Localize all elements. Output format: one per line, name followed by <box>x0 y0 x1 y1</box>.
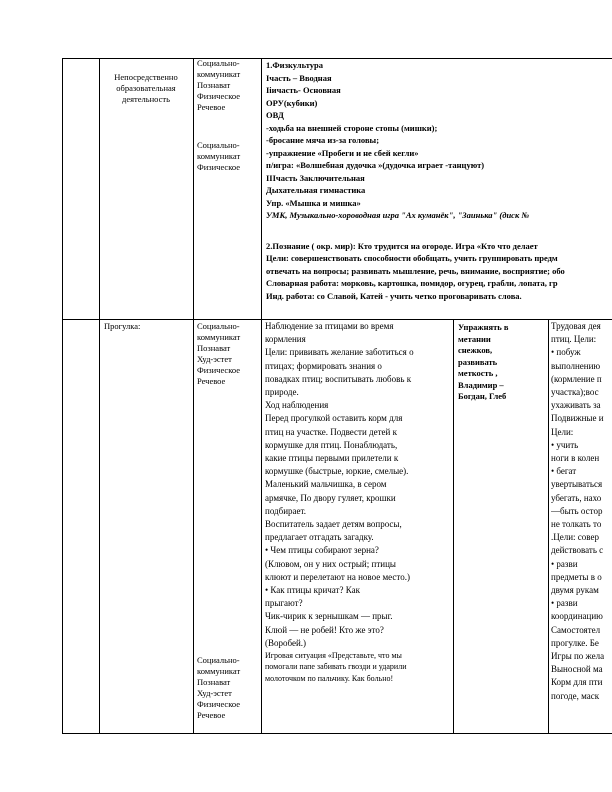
observation-line-small: Игровая ситуация «Представьте, что мы <box>265 651 402 661</box>
individual-line: метании <box>458 333 491 344</box>
area-label: коммуникат <box>197 151 241 161</box>
observation-line: Перед прогулкой оставить корм для <box>265 413 403 424</box>
observation-line: Цели: прививать желание заботиться о <box>265 347 414 358</box>
labor-line: участка);вос <box>551 387 599 398</box>
observation-line: Наблюдение за птицами во время <box>265 321 394 331</box>
lesson-line: п/игра: «Волшебная дудочка »(дудочка играет -танцуют) <box>266 160 485 170</box>
labor-line: погоде, маск <box>551 690 600 701</box>
individual-line: Богдан, Глеб <box>458 391 507 401</box>
individual-line: Упражнять в <box>458 322 509 332</box>
area-label: коммуникат <box>197 332 241 342</box>
area-label: Познават <box>197 80 231 90</box>
lesson-line: Дыхательная гимнастика <box>266 185 366 195</box>
column-divider <box>453 319 454 734</box>
labor-line: выполнению <box>551 360 601 371</box>
observation-line: • Чем птицы собирают зерна? <box>265 545 379 556</box>
column-divider <box>99 58 100 734</box>
area-label: Познават <box>197 677 231 687</box>
lesson-title: 2.Познание ( окр. мир): Кто трудится на огороде. Игра «Кто что делает <box>266 240 538 251</box>
labor-line: Подвижные и <box>551 413 604 424</box>
area-label: Социально- <box>197 321 240 331</box>
lesson-line: Ічасть – Вводная <box>266 72 332 83</box>
column-divider <box>548 319 549 734</box>
labor-line: • разви <box>551 598 578 609</box>
observation-line: повадках птиц; воспитывать любовь к <box>265 373 412 384</box>
labor-line: двумя рукам <box>551 585 599 596</box>
activity-cell-walk <box>104 321 192 332</box>
lesson-line: Цели: совершенствовать способности обобщать, учить группировать предм <box>266 253 558 263</box>
labor-line: прогулке. Бе <box>551 637 599 648</box>
labor-line: • учить <box>551 439 579 450</box>
labor-line: Корм для пти <box>551 677 603 688</box>
labor-line: предметы в о <box>551 571 602 582</box>
labor-line: • разви <box>551 558 578 569</box>
observation-line: Чик-чирик к зернышкам — прыг. <box>265 611 393 622</box>
observation-line: кормушке для птиц. Понаблюдать, <box>265 439 398 450</box>
labor-line: —быть остор <box>551 505 603 516</box>
labor-line: убегать, нахо <box>551 492 602 503</box>
observation-line: Клюй — не робей! Кто же это? <box>265 624 384 635</box>
observation-line: кормушке (быстрые, юркие, смелые). <box>265 466 409 477</box>
labor-line: не толкать то <box>551 519 602 530</box>
activity-label: Непосредственно <box>114 72 178 82</box>
observation-line-small: молоточком по пальчику. Как больно! <box>265 673 394 683</box>
areas-cell <box>197 58 260 113</box>
areas-cell <box>197 321 260 387</box>
area-label: Худ-эстет <box>197 688 232 698</box>
area-label: Познават <box>197 343 231 353</box>
lesson-line: Ііичасть- Основная <box>266 85 341 95</box>
lesson-line: УМК, Музыкально-хороводная игра "Ах куманёк", "Заинька" (диск № <box>266 210 530 220</box>
observation-line: Ход наблюдения <box>265 400 329 411</box>
column-divider <box>261 58 262 734</box>
observation-line: птиц на участке. Подвести детей к <box>265 426 397 437</box>
observation-line: армячке, По двору гуляет, крошки <box>265 492 396 503</box>
activity-cell-direct <box>100 72 192 105</box>
observation-line: какие птицы первыми прилетели к <box>265 453 399 464</box>
table-left-border <box>62 58 63 734</box>
observation-line: клюют и перелетают на новое место.) <box>265 571 410 582</box>
individual-line: Владимир – <box>458 379 504 390</box>
lesson-line: -бросание мяча из-за головы; <box>266 135 380 145</box>
labor-line: • побуж <box>551 347 581 358</box>
observation-line: кормления <box>265 334 306 345</box>
observation-line: предлагает отгадать загадку. <box>265 532 374 543</box>
area-label: Социально- <box>197 58 240 68</box>
areas-cell <box>197 140 260 173</box>
observation-line: подбирает. <box>265 505 307 516</box>
area-label: Речевое <box>197 376 226 386</box>
observation-line: Воспитатель задает детям вопросы, <box>265 519 402 530</box>
labor-line: координацию <box>551 611 603 622</box>
observation-line: прыгают? <box>265 598 303 609</box>
lesson-line: ОРУ(кубики) <box>266 97 318 108</box>
area-label: Физическое <box>197 365 241 375</box>
lesson-title: 1.Физкультура <box>266 60 324 70</box>
area-label: коммуникат <box>197 666 241 676</box>
labor-line: ноги в колен <box>551 453 600 464</box>
observation-line: птицах; формировать знания о <box>265 360 382 371</box>
lesson-line: ІІІчасть Заключительная <box>266 172 365 183</box>
individual-work-cell <box>458 322 547 403</box>
lesson-content-cell <box>266 59 612 302</box>
lesson-line: Словарная работа: морковь, картошка, помидор, огурец, грабли, лопата, гр <box>266 278 558 288</box>
area-label: Физическое <box>197 162 241 172</box>
observation-line: • Как птицы кричат? Как <box>265 585 360 596</box>
labor-line: увертываться <box>551 479 603 490</box>
labor-line: Цели: <box>551 426 574 437</box>
labor-line: • бегат <box>551 466 577 477</box>
lesson-line: -ходьба на внешней стороне стопы (мишки); <box>266 122 438 133</box>
labor-line: Выносной ма <box>551 664 603 675</box>
labor-line: .Цели: совер <box>551 532 599 543</box>
area-label: Социально- <box>197 140 240 150</box>
activity-label: деятельность <box>122 94 170 104</box>
area-label: Речевое <box>197 710 226 720</box>
observation-line: природе. <box>265 387 299 398</box>
lesson-line-blank <box>266 222 612 240</box>
areas-cell <box>197 655 260 721</box>
area-label: Физическое <box>197 699 241 709</box>
area-label: Социально- <box>197 655 240 665</box>
area-label: Физическое <box>197 91 241 101</box>
activity-label: Прогулка: <box>104 321 141 331</box>
activity-label: образовательная <box>116 83 176 93</box>
observation-line: (Клювом, он у них острый; птицы <box>265 558 396 569</box>
lesson-line: отвечать на вопросы; развивать мышление, речь, внимание, восприятие; обо <box>266 265 565 276</box>
area-label: коммуникат <box>197 69 241 79</box>
labor-line: Трудовая дея <box>551 321 601 331</box>
labor-line: Игры по жела <box>551 651 605 662</box>
area-label: Худ-эстет <box>197 354 232 364</box>
lesson-line: Упр. «Мышка и мишка» <box>266 197 361 208</box>
observation-line: (Воробей.) <box>265 637 307 648</box>
lesson-line: Инд. работа: со Славой, Катей - учить четко проговаривать слова. <box>266 290 522 301</box>
observation-cell <box>265 320 452 684</box>
table-bottom-border <box>62 733 612 734</box>
individual-line: меткость , <box>458 368 498 378</box>
lesson-line: ОВД <box>266 110 284 120</box>
area-label: Речевое <box>197 102 226 112</box>
labor-line: ухаживать за <box>551 400 601 411</box>
labor-line: (кормление п <box>551 373 602 384</box>
individual-line: снежков, <box>458 345 493 355</box>
labor-line: действовать с <box>551 545 604 556</box>
lesson-line: -упражнение «Пробеги и не сбей кегли» <box>266 147 419 158</box>
observation-line-small: помогали папе забивать гвозди и ударили <box>265 662 407 672</box>
labor-line: Самостоятел <box>551 624 601 635</box>
individual-line: развивать <box>458 356 498 367</box>
column-divider <box>193 58 194 734</box>
labor-activity-cell <box>551 320 612 703</box>
observation-line: Маленький мальчишка, в сером <box>265 479 387 490</box>
labor-line: птиц. Цели: <box>551 334 597 345</box>
